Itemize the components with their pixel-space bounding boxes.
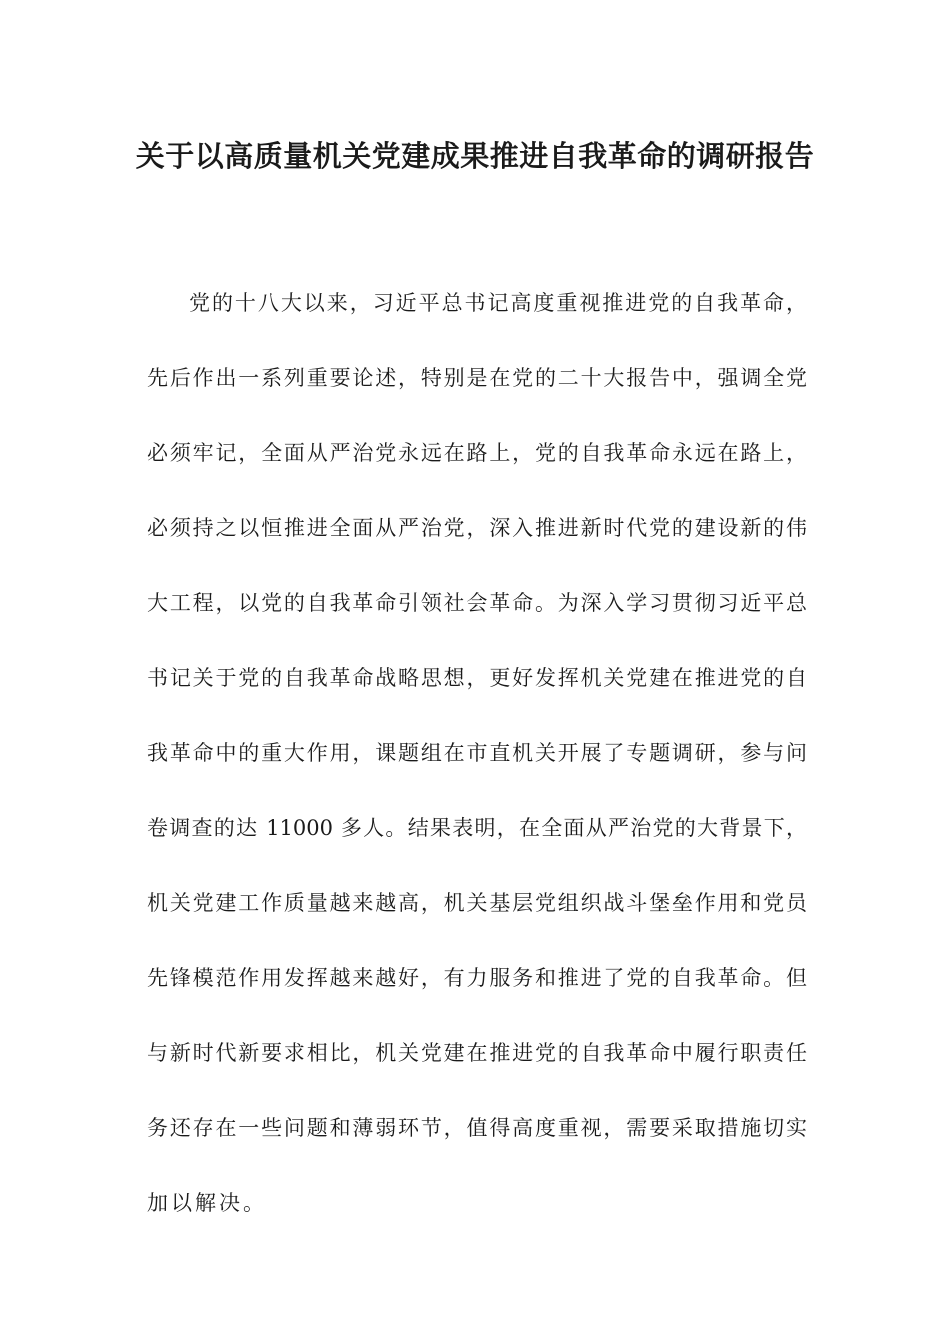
paragraph-line: 加以解决。 bbox=[147, 1191, 267, 1215]
paragraph-line: 务还存在一些问题和薄弱环节，值得高度重视，需要采取措施切实 bbox=[147, 1116, 807, 1140]
paragraph-line: 卷调查的达 11000 多人。结果表明，在全面从严治党的大背景下， bbox=[147, 816, 807, 840]
paragraph-line: 先后作出一系列重要论述，特别是在党的二十大报告中，强调全党 bbox=[147, 366, 807, 390]
paragraph-line: 党的十八大以来，习近平总书记高度重视推进党的自我革命， bbox=[189, 291, 807, 315]
document-title: 关于以高质量机关党建成果推进自我革命的调研报告 bbox=[135, 139, 815, 173]
paragraph-line: 与新时代新要求相比，机关党建在推进党的自我革命中履行职责任 bbox=[147, 1041, 807, 1065]
paragraph-line: 必须持之以恒推进全面从严治党，深入推进新时代党的建设新的伟 bbox=[147, 516, 807, 540]
document-body bbox=[147, 283, 807, 1258]
paragraph-line: 书记关于党的自我革命战略思想，更好发挥机关党建在推进党的自 bbox=[147, 666, 807, 690]
paragraph-line: 我革命中的重大作用，课题组在市直机关开展了专题调研，参与问 bbox=[147, 741, 807, 765]
paragraph-line: 先锋模范作用发挥越来越好，有力服务和推进了党的自我革命。但 bbox=[147, 966, 807, 990]
paragraph-line: 机关党建工作质量越来越高，机关基层党组织战斗堡垒作用和党员 bbox=[147, 891, 807, 915]
paragraph-line: 必须牢记，全面从严治党永远在路上，党的自我革命永远在路上， bbox=[147, 441, 807, 465]
paragraph-line: 大工程，以党的自我革命引领社会革命。为深入学习贯彻习近平总 bbox=[147, 591, 807, 615]
